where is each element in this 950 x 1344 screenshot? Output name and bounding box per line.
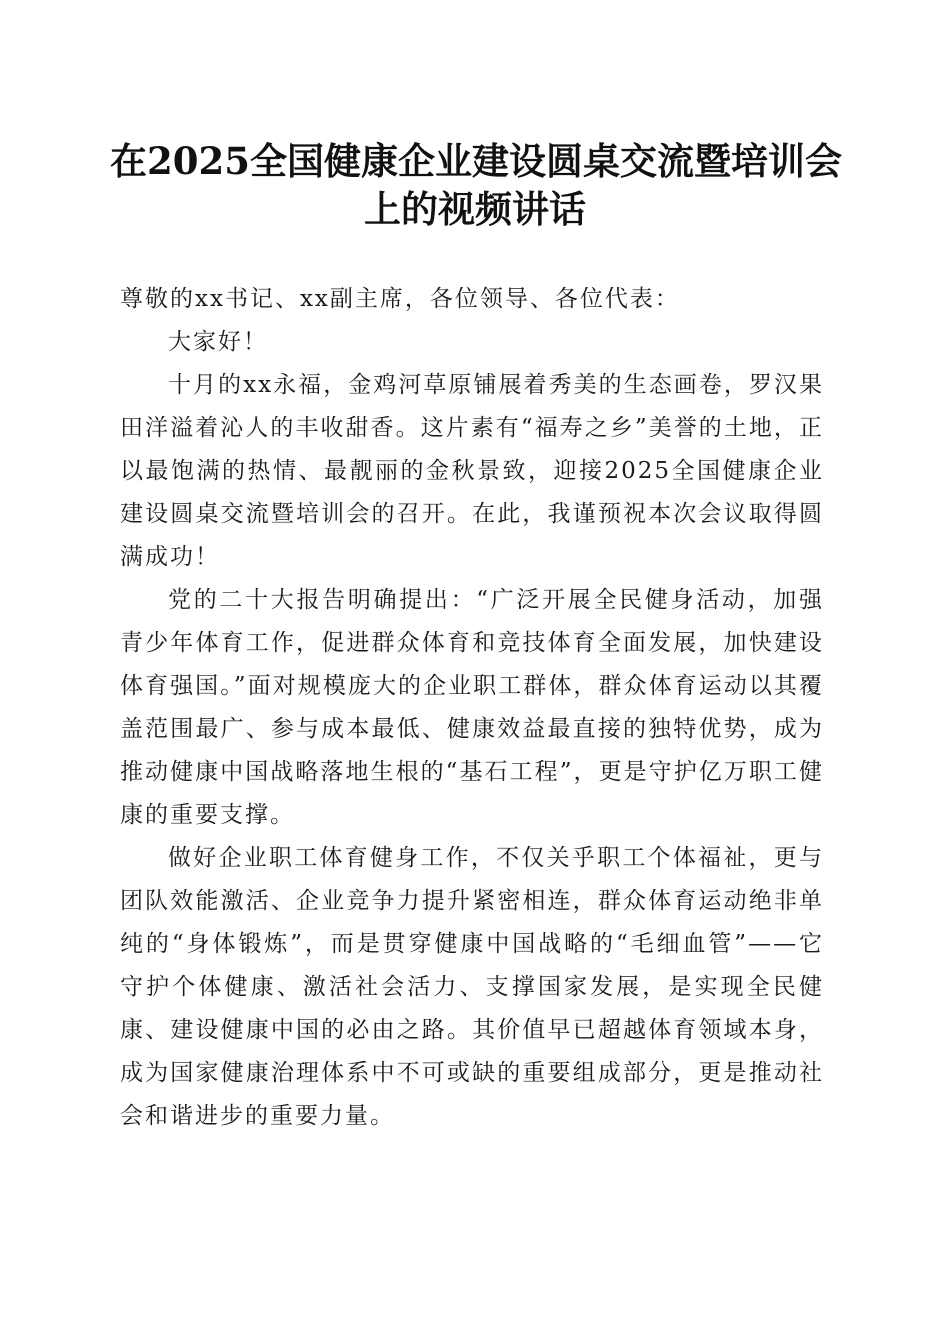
paragraph-3: 做好企业职工体育健身工作，不仅关乎职工个体福祉，更与团队效能激活、企业竞争力提升紧密相连，群众体育运动绝非单纯的“身体锻炼”，而是贯穿健康中国战略的“毛细血管”——它守护个体健康、激活社会活力、支撑国家发展，是实现全民健康、建设健康中国的必由之路。其价值早已超越体育领域本身，成为国家健康治理体系中不可或缺的重要组成部分，更是推动社会和谐进步的重要力量。: [120, 845, 824, 1129]
document-title: [110, 137, 840, 233]
document-body: [120, 278, 824, 1138]
title-line-2: 上的视频讲话: [364, 187, 586, 231]
greeting: 大家好！: [168, 329, 268, 355]
paragraph-2: 党的二十大报告明确提出：“广泛开展全民健身活动，加强青少年体育工作，促进群众体育和竞技体育全面发展，加快建设体育强国。”面对规模庞大的企业职工群体，群众体育运动以其覆盖范围最广、参与成本最低、健康效益最直接的独特优势，成为推动健康中国战略落地生根的“基石工程”，更是守护亿万职工健康的重要支撑。: [120, 587, 824, 828]
paragraph-1: 十月的xx永福，金鸡河草原铺展着秀美的生态画卷，罗汉果田洋溢着沁人的丰收甜香。这片素有“福寿之乡”美誉的土地，正以最饱满的热情、最靓丽的金秋景致，迎接2025全国健康企业建设圆桌交流暨培训会的召开。在此，我谨预祝本次会议取得圆满成功！: [120, 372, 824, 570]
salutation: 尊敬的xx书记、xx副主席，各位领导、各位代表：: [120, 286, 680, 312]
title-line-1: 在2025全国健康企业建设圆桌交流暨培训会: [110, 139, 842, 183]
